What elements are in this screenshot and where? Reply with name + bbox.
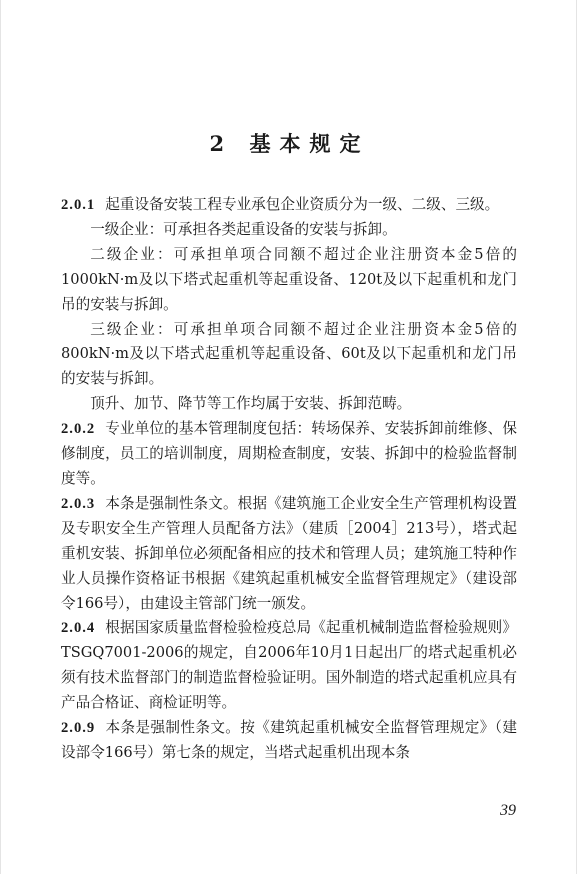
page-number: 39	[500, 802, 516, 819]
clause-text: 起重设备安装工程专业承包企业资质分为一级、二级、三级。	[105, 196, 500, 213]
paragraph-grade-2: 二级企业：可承担单项合同额不超过企业注册资本金5倍的1000kN·m及以下塔式起重机等起重设备、120t及以下起重机和龙门吊的安装与拆卸。	[61, 245, 517, 313]
section-body	[61, 193, 517, 766]
section-title: 2 基本规定	[209, 131, 370, 156]
clause-number: 2.0.9	[61, 720, 96, 737]
clause-number: 2.0.1	[61, 197, 96, 213]
clause-text: 专业单位的基本管理制度包括：转场保养、安装拆卸前维修、保修制度，员工的培训制度，周期检查制度，安装、拆卸中的检验监督制度等。	[61, 420, 517, 487]
paragraph-grade-3: 三级企业：可承担单项合同额不超过企业注册资本金5倍的800kN·m及以下塔式起重机等起重设备、60t及以下起重机和龙门吊的安装与拆卸。	[61, 320, 517, 388]
clause-2-0-4	[61, 616, 517, 716]
paragraph-scope-note: 顶升、加节、降节等工作均属于安装、拆卸范畴。	[90, 395, 412, 413]
clause-2-0-9	[61, 716, 517, 766]
clause-2-0-2	[61, 417, 517, 492]
clause-number: 2.0.4	[61, 620, 96, 637]
clause-2-0-3	[61, 492, 517, 617]
clause-number: 2.0.3	[61, 495, 96, 512]
paragraph-grade-1: 一级企业：可承担各类起重设备的安装与拆卸。	[90, 220, 397, 238]
clause-text: 本条是强制性条文。按《建筑起重机械安全监督管理规定》（建设部令166号）第七条的规定，当塔式起重机出现本条	[61, 719, 517, 761]
clause-2-0-1	[61, 193, 517, 218]
clause-text: 根据国家质量监督检验检疫总局《起重机械制造监督检验规则》TSGQ7001-2006的规定，自2006年10月1日起出厂的塔式起重机必须有技术监督部门的制造监督检验证明。国外制造的塔式起重机应具有产品合格证、商检证明等。	[61, 619, 517, 712]
clause-text: 本条是强制性条文。根据《建筑施工企业安全生产管理机构设置及专职安全生产管理人员配备方法》（建质［2004］213号），塔式起重机安装、拆卸单位必须配备相应的技术和管理人员；建筑施工特种作业人员操作资格证书根据《建筑起重机械安全监督管理规定》（建设部令166号），由建设主管部门统一颁发。	[61, 494, 517, 612]
clause-number: 2.0.2	[61, 421, 96, 438]
